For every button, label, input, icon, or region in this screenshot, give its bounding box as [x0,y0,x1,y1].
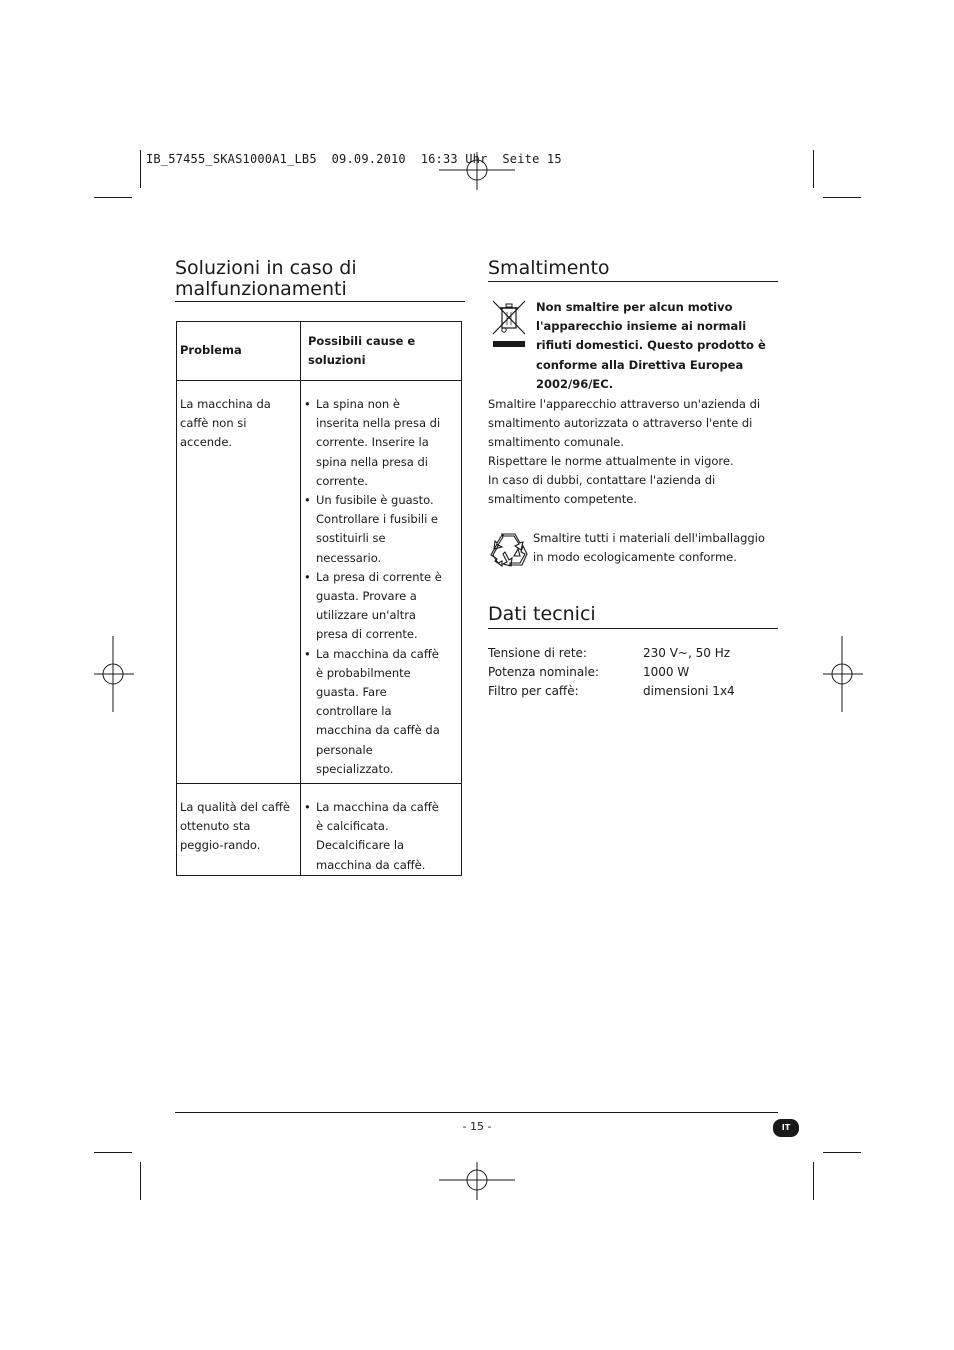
specs-title: Dati tecnici [488,603,596,625]
list-item: • La spina non è inserita nella presa di corrente. Inserire la spina nella presa di corrente. [301,395,446,491]
registration-mark-left [92,634,136,714]
crossed-out-wheelie-bin-icon [490,298,528,348]
title-rule-specs [488,628,778,629]
spec-label: Potenza nominale: [488,665,599,679]
registration-mark-right [821,634,865,714]
troubleshooting-title: Soluzioni in caso di malfunzionamenti [175,257,357,300]
list-item: • La macchina da caffè è probabilmente guasta. Fare controllare la macchina da caffè da personale specializzato. [301,645,446,779]
disposal-paragraph-3: In caso di dubbi, contattare l'azienda di smaltimento competente. [488,473,716,507]
title-rule-left [175,301,465,302]
list-item: • Un fusibile è guasto. Controllare i fusibili e sostituirli se necessario. [301,491,446,568]
table-row [177,784,462,876]
table-header-row [177,322,462,381]
title-rule-disposal [488,281,778,282]
spec-label: Tensione di rete: [488,646,587,660]
troubleshooting-table [176,321,462,876]
registration-mark-bottom [437,1160,517,1202]
problem-cell: La macchina da caffè non si accende. [180,397,271,450]
table-row [177,381,462,784]
disposal-paragraph-1: Smaltire l'apparecchio attraverso un'azienda di smaltimento autorizzata o attraverso l'ente di smaltimento comunale. [488,397,761,450]
problem-cell: La qualità del caffè ottenuto sta peggio-rando. [180,800,290,853]
list-item: • La macchina da caffè è calcificata. Decalcificare la macchina da caffè. [301,798,446,875]
spec-value: 230 V~, 50 Hz [643,646,731,660]
recycle-notice: Smaltire tutti i materiali dell'imballaggio in modo ecologicamente conforme. [533,531,765,565]
weee-notice: Non smaltire per alcun motivo l'apparecchio insieme ai normali rifiuti domestici. Questo prodotto è conforme alla Direttiva Europea 2002/96/EC. [536,300,766,391]
spec-value: 1000 W [643,665,690,679]
footer-rule [175,1112,778,1113]
spec-value: dimensioni 1x4 [643,684,735,698]
column-header-causes: Possibili cause e soluzioni [301,322,462,381]
list-item: • La presa di corrente è guasta. Provare a utilizzare un'altra presa di corrente. [301,568,451,645]
spec-label: Filtro per caffè: [488,684,579,698]
disposal-title: Smaltimento [488,257,610,279]
page-number: - 15 - [462,1120,492,1133]
recycle-icon [490,530,528,568]
causes-list [301,798,458,875]
print-header: IB_57455_SKAS1000A1_LB5 09.09.2010 16:33 Uhr Seite 15 [146,152,562,166]
causes-list [301,395,458,779]
disposal-paragraph-2: Rispettare le norme attualmente in vigore. [488,454,734,468]
language-badge: IT [773,1119,799,1137]
column-header-problem: Problema [177,322,301,381]
